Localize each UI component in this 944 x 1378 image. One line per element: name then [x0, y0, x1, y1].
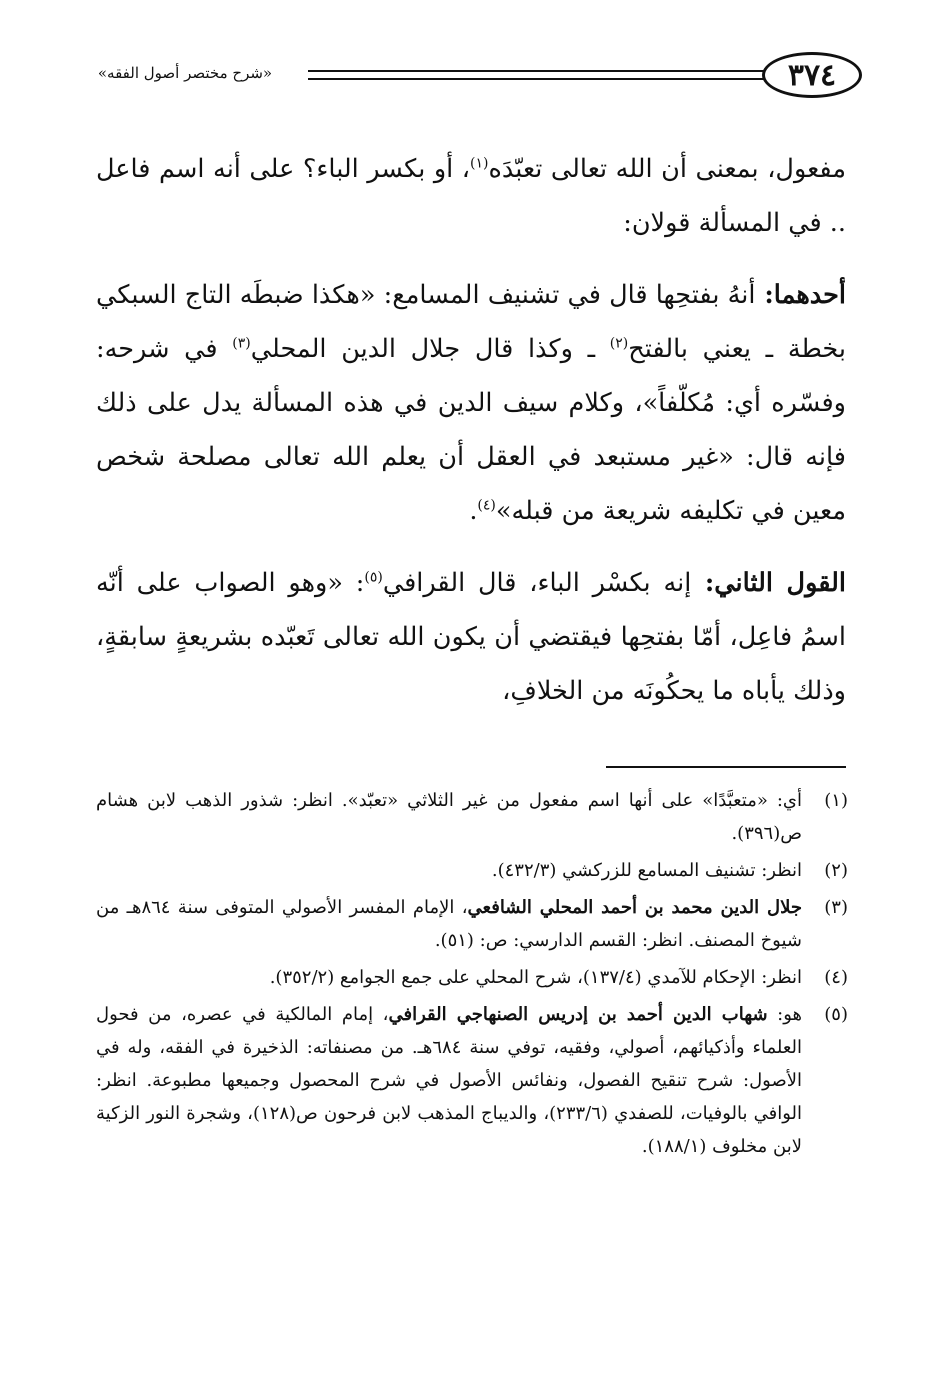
page-number: ٣٧٤ [762, 52, 862, 98]
footnote-ref[interactable]: (٣) [232, 335, 251, 352]
text-run: مفعول، بمعنى أن الله تعالى تعبّدَه [488, 154, 846, 184]
paragraph [96, 556, 846, 718]
footnote-text: انظر: تشنيف المسامع للزركشي (٤٣٢/٣). [491, 860, 802, 881]
footnote-text: ، إمام المالكية في عصره، من فحول العلماء وأذكيائهم، أصولي، وفقيه، توفي سنة ٦٨٤هـ. من مصنفاته: الذخيرة في الفقه، وله في الأصول: شرح تنقيح الفصول، ونفائس الأصول في شرح المحصول وجميعها مطبوعة. انظر: الوافي بالوفيات، للصفدي (٢٣٣/٦)، والديباج المذهب لابن فرحون ص(١٢٨)، وشجرة النور الزكية لابن مخلوف (١٨٨/١). [96, 1004, 803, 1157]
text-run: إنه بكسْر الباء، قال القرافي [382, 568, 692, 598]
section-term: أحدهما: [755, 280, 846, 310]
footnote-ref[interactable]: (٤) [477, 497, 496, 514]
footnote-ref[interactable]: (٢) [609, 335, 629, 352]
footnote-separator [606, 766, 846, 768]
running-title: «شرح مختصر أصول الفقه» [97, 64, 273, 82]
footnote-name: شهاب الدين أحمد بن إدريس الصنهاجي القرافي [388, 1004, 768, 1025]
footnote-ref[interactable]: (١) [470, 155, 489, 172]
text-run: في شرحه: وفسّره أي: مُكلّفاً»، وكلام سيف الدين في هذه المسألة يدل على ذلك فإنه قال: «غير مستبعد في العقل أن يعلم الله تعالى مصلحة شخص معين في تكليفه شريعة من قبله» [96, 334, 846, 526]
footnotes [96, 784, 848, 1167]
header-rule [308, 78, 764, 80]
footnote-text: انظر: الإحكام للآمدي (١٣٧/٤)، شرح المحلي على جمع الجوامع (٣٥٢/٢). [269, 967, 802, 988]
footnote-text: ، الإمام المفسر الأصولي المتوفى سنة ٨٦٤هـ من شيوخ المصنف. انظر: القسم الدارسي: ص: (٥١). [96, 897, 802, 951]
main-text [96, 142, 846, 718]
footnote-number: (٢) [824, 860, 848, 881]
header-rule [308, 70, 764, 72]
text-run: ، أو بكسر الباء؟ على أنه اسم فاعل .. في المسألة قولان: [96, 154, 846, 238]
footnote [96, 998, 848, 1163]
footnote [96, 854, 848, 887]
footnote [96, 891, 848, 957]
footnote-number: (٣) [824, 897, 848, 918]
footnote-number: (٥) [824, 1004, 848, 1025]
paragraph [96, 142, 846, 250]
footnote-text: هو: [767, 1004, 803, 1025]
text-run: أنهُ بفتحِها قال في تشنيف المسامع: «هكذا ضبطَه التاج السبكي بخطة ـ يعني بالفتح [96, 280, 846, 364]
footnote-text: أي: «متعبَّدًا» على أنها اسم مفعول من غير الثلاثي «تعبّد». انظر: شذور الذهب لابن هشام ص(٣٩٦). [96, 790, 802, 844]
footnote-number: (١) [824, 790, 848, 811]
section-term: القول الثاني: [691, 568, 846, 598]
footnote-name: جلال الدين محمد بن أحمد المحلي الشافعي [467, 897, 802, 918]
page-header [80, 52, 844, 104]
paragraph [96, 268, 846, 538]
footnote [96, 784, 848, 850]
footnote-number: (٤) [824, 967, 848, 988]
footnote [96, 961, 848, 994]
text-run: : «وهو الصواب على أنّه اسمُ فاعِل، أمّا بفتحِها فيقتضي أن يكون الله تعالى تَعبّده بشريعةٍ سابقةٍ، وذلك يأباه ما يحكُونَه من الخلافِ، [96, 568, 846, 706]
text-run: . [469, 496, 478, 526]
footnote-ref[interactable]: (٥) [364, 569, 383, 586]
text-run: ـ وكذا قال جلال الدين المحلي [250, 334, 610, 364]
